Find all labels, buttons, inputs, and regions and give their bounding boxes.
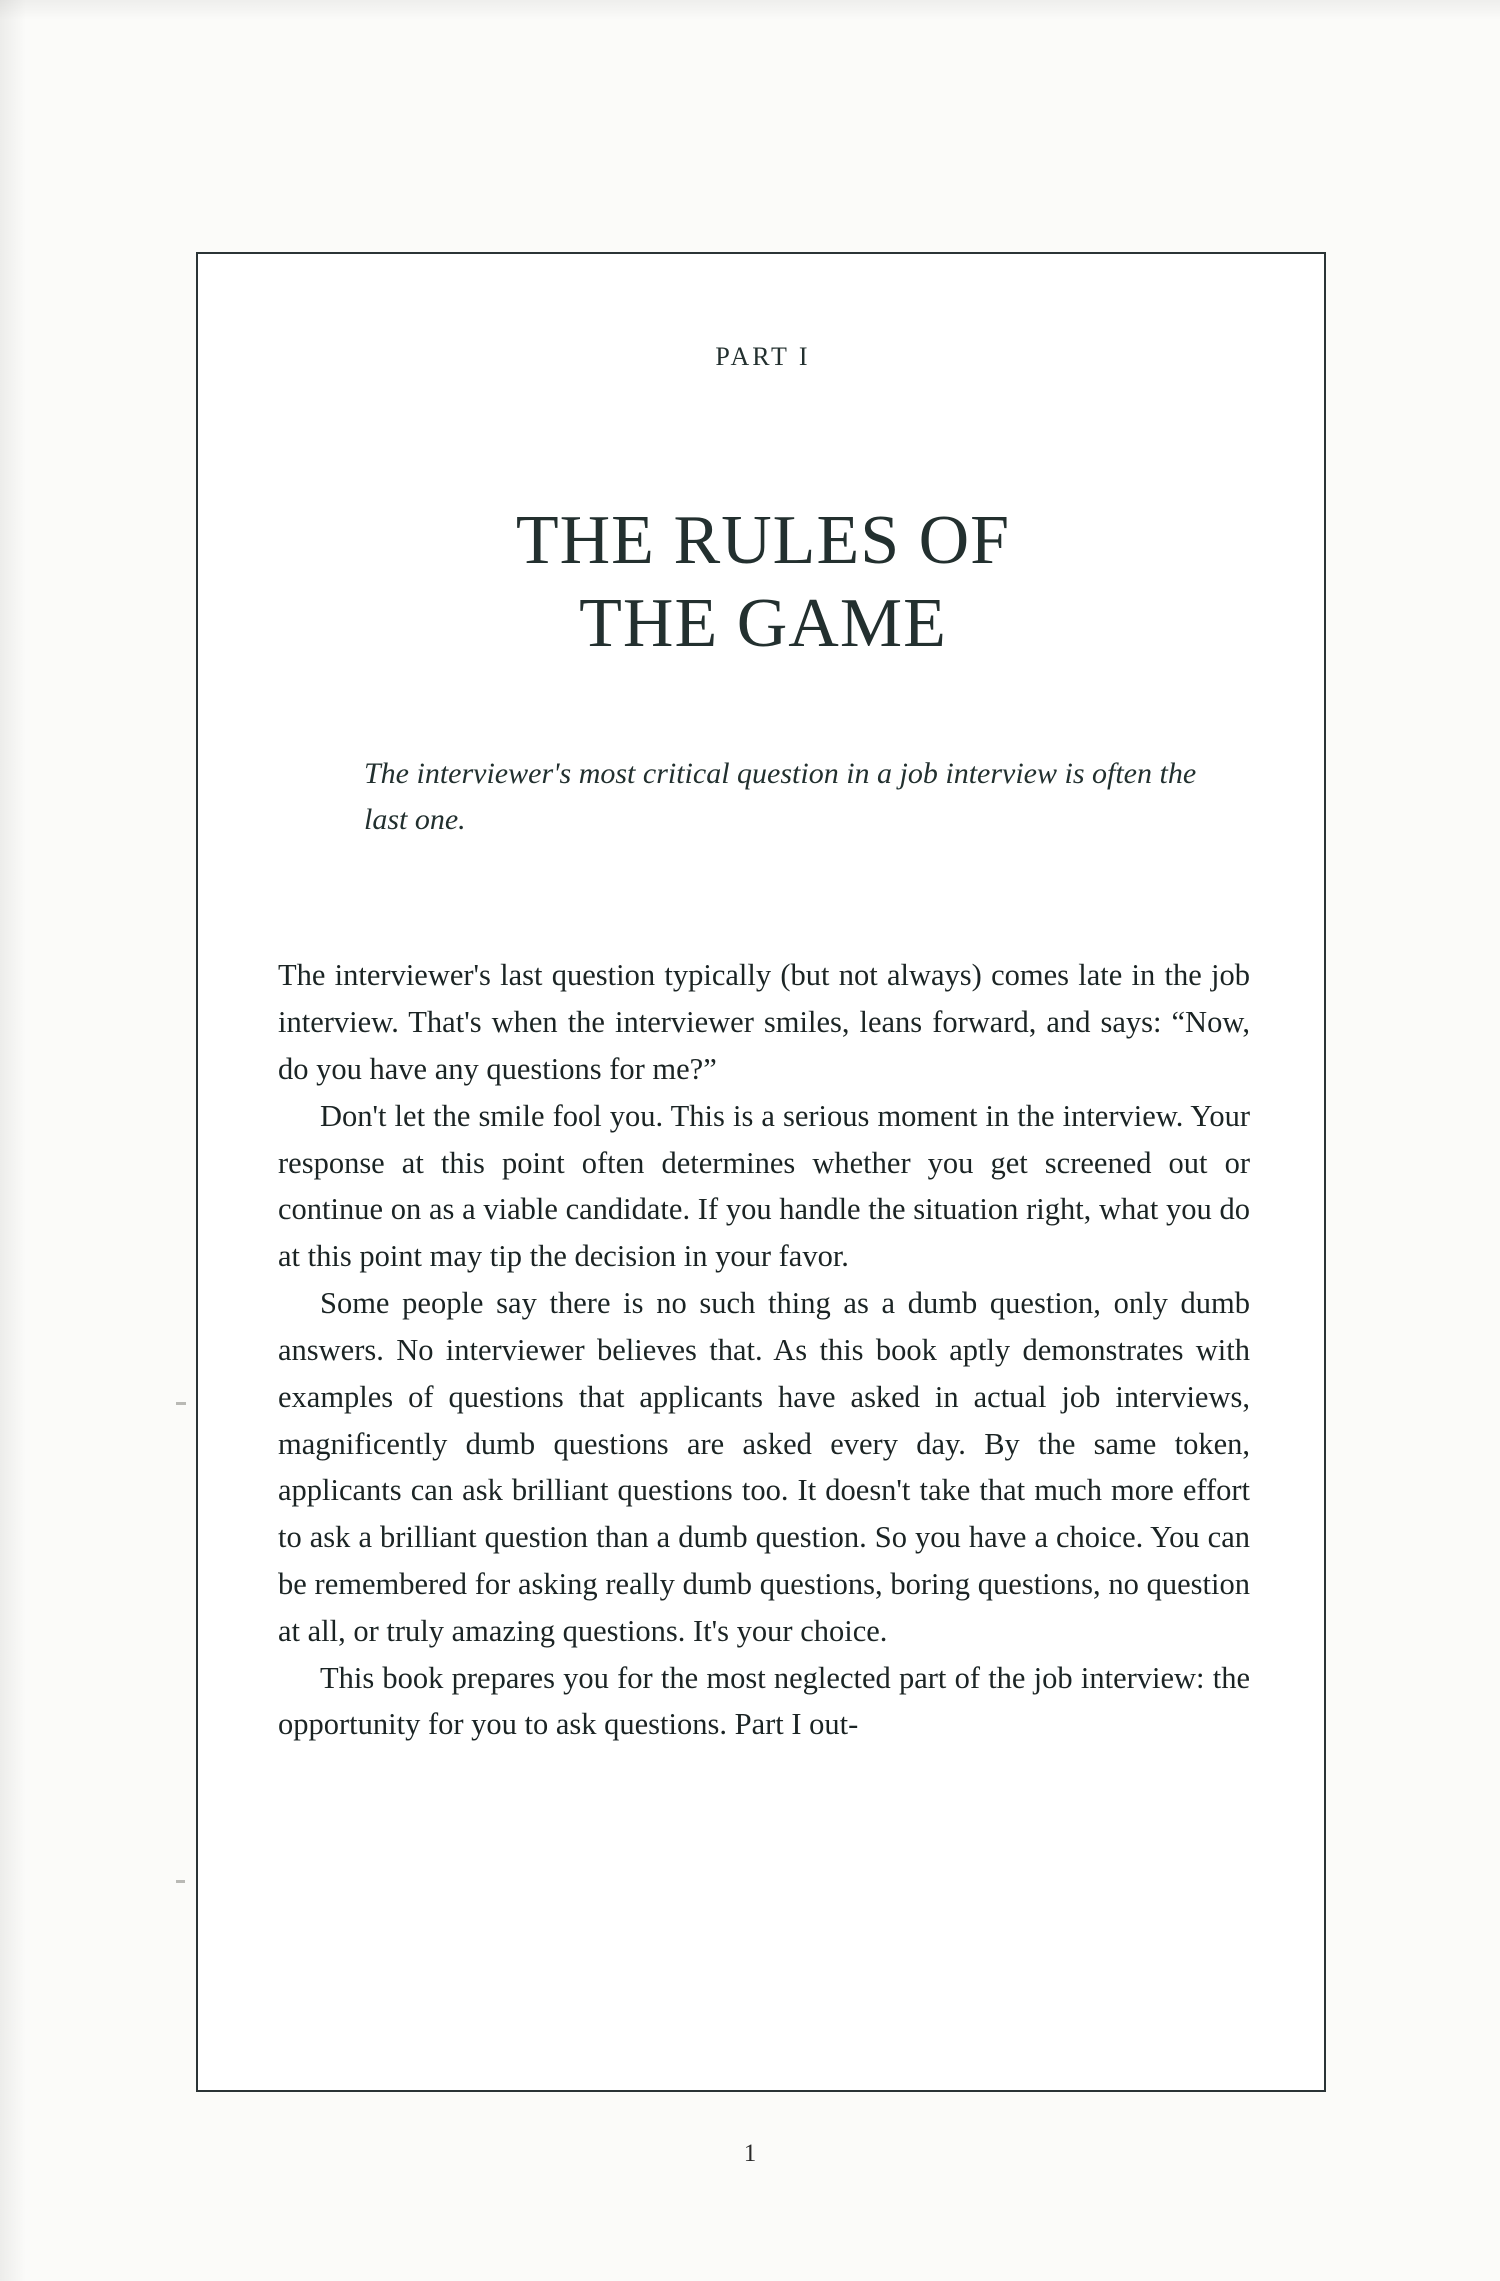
title-line-1: THE RULES OF bbox=[515, 502, 1011, 579]
scan-edge-shadow-left bbox=[0, 0, 26, 2281]
page-content bbox=[242, 294, 1284, 1748]
body-text bbox=[278, 952, 1250, 1748]
paragraph: This book prepares you for the most neglected part of the job interview: the opportunity for you to ask questions. Part I out- bbox=[278, 1660, 1250, 1742]
paragraph: Some people say there is no such thing as a dumb question, only dumb answers. No interviewer believes that. As this book aptly demonstrates with examples of questions that applicants have asked in actual job interviews, magnificently dumb questions are asked every day. By the same token, applicants can ask brilliant questions too. It doesn't take that much more effort to ask a brilliant question than a dumb question. So you have a choice. You can be remembered for asking really dumb questions, boring questions, no question at all, or truly amazing questions. It's your choice. bbox=[278, 1286, 1250, 1648]
scan-edge-shadow-top bbox=[0, 0, 1500, 20]
page-title bbox=[242, 500, 1284, 665]
title-line-2: THE GAME bbox=[579, 584, 947, 662]
part-label: PART I bbox=[715, 342, 811, 371]
scan-speck bbox=[176, 1880, 185, 1883]
paragraph: The interviewer's last question typically (but not always) comes late in the job interview. That's when the interviewer smiles, leans forward, and says: “Now, do you have any questions for me?” bbox=[278, 958, 1250, 1086]
paragraph: Don't let the smile fool you. This is a serious moment in the interview. Your response at this point often determines whether you get screened out or continue on as a viable candidate. If you handle the situation right, what you do at this point may tip the decision in your favor. bbox=[278, 1098, 1250, 1274]
page-number: 1 bbox=[743, 2140, 757, 2167]
scan-speck bbox=[176, 1402, 186, 1405]
printed-page-frame bbox=[196, 252, 1326, 2092]
epigraph: The interviewer's most critical question in a job interview is often the last one. bbox=[364, 757, 1197, 836]
